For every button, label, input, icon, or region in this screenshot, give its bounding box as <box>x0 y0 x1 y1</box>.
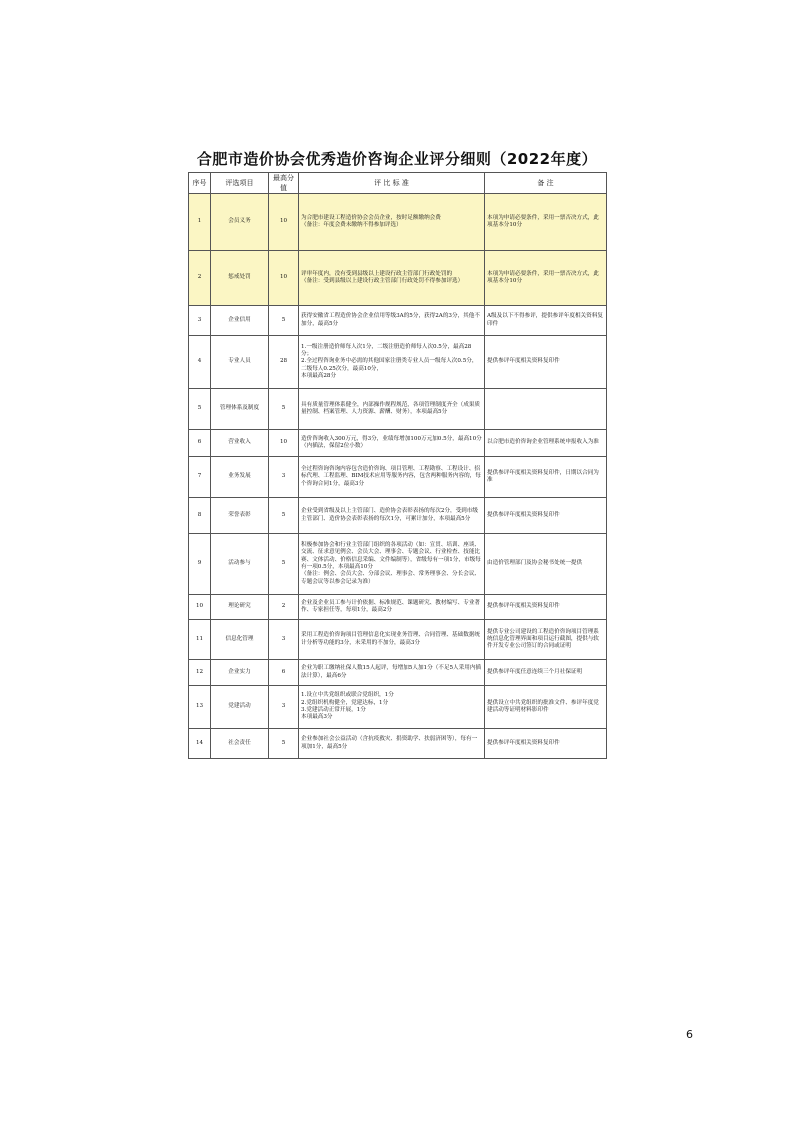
row-seq: 13 <box>189 686 211 729</box>
table-row <box>189 686 607 729</box>
row-item: 营业收入 <box>211 430 269 457</box>
row-item: 会员义务 <box>211 194 269 251</box>
table-row <box>189 336 607 389</box>
row-seq: 2 <box>189 251 211 306</box>
header-seq: 序号 <box>189 173 211 194</box>
criteria-line: 造价咨询收入300万元，得3分，业绩每增加100万元加0.5分，最高10分 （内插法，保留2位小数） <box>301 435 488 449</box>
page-number: 6 <box>686 1028 693 1041</box>
row-item: 专业人员 <box>211 336 269 389</box>
row-item: 社会责任 <box>211 729 269 759</box>
criteria-line: 本项最高28分 <box>301 372 337 379</box>
row-criteria <box>299 534 485 595</box>
criteria-line: 2.党组织机构健全，党建达标，1分 <box>301 699 389 706</box>
row-max-score: 5 <box>269 729 299 759</box>
table-row <box>189 389 607 430</box>
row-criteria <box>299 251 485 306</box>
row-item: 理论研究 <box>211 595 269 620</box>
table-row <box>189 194 607 251</box>
criteria-line: 评审年度内，没有受到县级以上建设行政主管部门行政处罚的 <box>301 270 453 277</box>
row-criteria <box>299 194 485 251</box>
row-criteria <box>299 430 488 457</box>
criteria-line: 企业参加社会公益活动（含抗疫救灾、捐资助学、扶弱济困等），每有一项加1分，最高5分 <box>301 736 478 750</box>
row-note: 提供参评年度任意连续三个月社保证明 <box>485 660 607 686</box>
row-item: 信息化管理 <box>211 620 269 660</box>
row-note: 由造价管理部门及协会秘书处统一提供 <box>485 534 607 595</box>
table-row <box>189 534 607 595</box>
row-max-score: 5 <box>269 498 299 534</box>
row-max-score: 10 <box>269 194 299 251</box>
criteria-line: 1.一级注册造价师每人次1分，二级注册造价师每人次0.5分，最高28分； <box>301 343 472 358</box>
table-row <box>189 430 607 457</box>
criteria-line: 全过程咨询咨询内容包含造价咨询、项目管理、工程勘察、工程设计、招标代理、工程监理、BIM技术应用等服务内容，包含两种服务内容的，每个咨询合同1分，最高3分 <box>301 466 481 487</box>
row-item: 惩戒处罚 <box>211 251 269 306</box>
row-item: 荣誉表彰 <box>211 498 269 534</box>
row-item: 企业信用 <box>211 306 269 336</box>
criteria-line: 积极参加协会和行业主管部门组织的各项活动（如：宣贯、培训、座谈、交流、征求意见例会、会员大会、理事会、专题会议、行业检查、技能比赛、文体活动、价格信息采编、文件编制等），省级每有一项1分，市级每有一项0.5分，本项最高10分 <box>301 542 481 570</box>
row-max-score: 2 <box>269 595 299 620</box>
row-seq: 5 <box>189 389 211 430</box>
criteria-line: 本项最高3分 <box>301 714 333 721</box>
header-item: 评选项目 <box>211 173 269 194</box>
row-criteria <box>299 498 485 534</box>
table-row <box>189 498 607 534</box>
row-note: 本项为申请必要条件，采用一票否决方式，此项基本分10分 <box>485 194 607 251</box>
row-note: 提供专业公司建设的工程造价咨询项目管理系统信息化管理界面和项目运行截图，提供与软件开发专业公司签订的合同或证明 <box>485 620 607 660</box>
row-max-score: 5 <box>269 389 299 430</box>
row-seq: 9 <box>189 534 211 595</box>
row-note: 本项为申请必要条件，采用一票否决方式，此项基本分10分 <box>485 251 607 306</box>
criteria-line: 具有质量管理体系健全，内部操作规程规范，各项管理制度齐全（成果质量控制、档案管理、人力资源、薪酬、财务），本项最高5分 <box>301 401 481 415</box>
row-item: 党建活动 <box>211 686 269 729</box>
row-seq: 10 <box>189 595 211 620</box>
table-row <box>189 306 607 336</box>
criteria-line: （备注：年度会费未缴纳不得参加评选） <box>301 222 402 228</box>
row-note: 提供参评年度相关资料复印件 <box>485 498 607 534</box>
criteria-line: 1.设立中共党组织或联合党组织，1分 <box>301 692 394 699</box>
header-criteria: 评 比 标 准 <box>299 173 485 194</box>
row-max-score: 3 <box>269 686 299 729</box>
criteria-line: （备注：受到县级以上建设行政主管部门行政处罚不得参加评选） <box>301 278 464 284</box>
row-criteria <box>299 306 485 336</box>
header-max-score: 最高分值 <box>269 173 299 194</box>
row-max-score: 3 <box>269 457 299 498</box>
criteria-line: 为合肥市建设工程造价协会会员企业，按时足额缴纳会费 <box>301 214 441 221</box>
criteria-line: 获得安徽省工程造价协会企业信用等级3A的5分，获得2A的3分，其他不加分，最高5分 <box>301 313 480 327</box>
row-note: 提供设立中共党组织的批准文件、参评年度党建活动等证明材料影印件 <box>485 686 607 729</box>
table-row <box>189 457 607 498</box>
header-note: 备 注 <box>485 173 607 194</box>
row-note: 提供参评年度相关资料复印件 <box>485 336 607 389</box>
row-seq: 3 <box>189 306 211 336</box>
row-max-score: 10 <box>269 251 299 306</box>
row-criteria <box>299 389 485 430</box>
row-criteria <box>299 620 485 660</box>
criteria-line: 2.全过程咨询业务中必需的其他国家注册类专业人员一级每人次0.5分，二级每人0.25次分，最高10分， <box>301 358 478 372</box>
table-row <box>189 729 607 759</box>
row-seq: 4 <box>189 336 211 389</box>
table-row <box>189 620 607 660</box>
row-item: 管理体系及制度 <box>211 389 269 430</box>
criteria-line: 企业为职工缴纳社保人数15人起评，每增加5人加1分（不足5人采用内插法计算），最高6分 <box>301 665 482 679</box>
table-header-row <box>189 173 607 194</box>
row-item: 活动参与 <box>211 534 269 595</box>
table-row <box>189 660 607 686</box>
row-note: 提供参评年度相关资料复印件，日期以合同为准 <box>485 457 607 498</box>
row-criteria <box>299 595 485 620</box>
row-item: 业务发展 <box>211 457 269 498</box>
criteria-line: （备注：例会、会员大会、分部会议、理事会、常务理事会、分长会议、专题会议等以参会记录为准） <box>301 571 481 585</box>
row-seq: 6 <box>189 430 211 457</box>
row-seq: 11 <box>189 620 211 660</box>
row-item: 企业实力 <box>211 660 269 686</box>
row-max-score: 10 <box>269 430 299 457</box>
row-note: 提供参评年度相关资料复印件 <box>485 729 607 759</box>
row-seq: 14 <box>189 729 211 759</box>
row-max-score: 3 <box>269 620 299 660</box>
row-note: 提供参评年度相关资料复印件 <box>485 595 607 620</box>
row-criteria <box>299 686 485 729</box>
row-max-score: 5 <box>269 306 299 336</box>
scoring-table <box>188 172 607 759</box>
table-row <box>189 595 607 620</box>
row-note <box>485 389 607 430</box>
row-criteria <box>299 729 485 759</box>
document-title: 合肥市造价协会优秀造价咨询企业评分细则（2022年度） <box>196 150 598 168</box>
row-max-score: 5 <box>269 534 299 595</box>
row-criteria <box>299 457 485 498</box>
row-seq: 1 <box>189 194 211 251</box>
row-max-score: 28 <box>269 336 299 389</box>
table-body <box>189 194 607 759</box>
row-seq: 12 <box>189 660 211 686</box>
row-note: 以合肥市造价咨询企业管理系统申报收入为准 <box>485 430 607 457</box>
criteria-line: 企业及企业员工参与计价依据、标准规范、课题研究、教材编写、专业著作、专家担任等，每项1分，最高2分 <box>301 599 481 613</box>
row-criteria <box>299 660 485 686</box>
criteria-line: 3.党建活动正常开展，1分 <box>301 707 366 713</box>
row-note: A级及以下不得参评，提供参评年度相关资料复印件 <box>485 306 607 336</box>
criteria-line: 采用工程造价咨询项目管理信息化实现业务管理、合同管理、基础数据统计分析等功能的3分，未采用的不加分，最高3分 <box>301 632 481 646</box>
criteria-line: 企业受到省级及以上主管部门、造价协会表彰表扬的每次2分，受到市级主管部门、造价协会表彰表扬的每次1分，可累计加分，本项最高5分 <box>301 508 478 522</box>
row-seq: 7 <box>189 457 211 498</box>
row-seq: 8 <box>189 498 211 534</box>
row-max-score: 6 <box>269 660 299 686</box>
table-row <box>189 251 607 306</box>
row-criteria <box>299 336 485 389</box>
